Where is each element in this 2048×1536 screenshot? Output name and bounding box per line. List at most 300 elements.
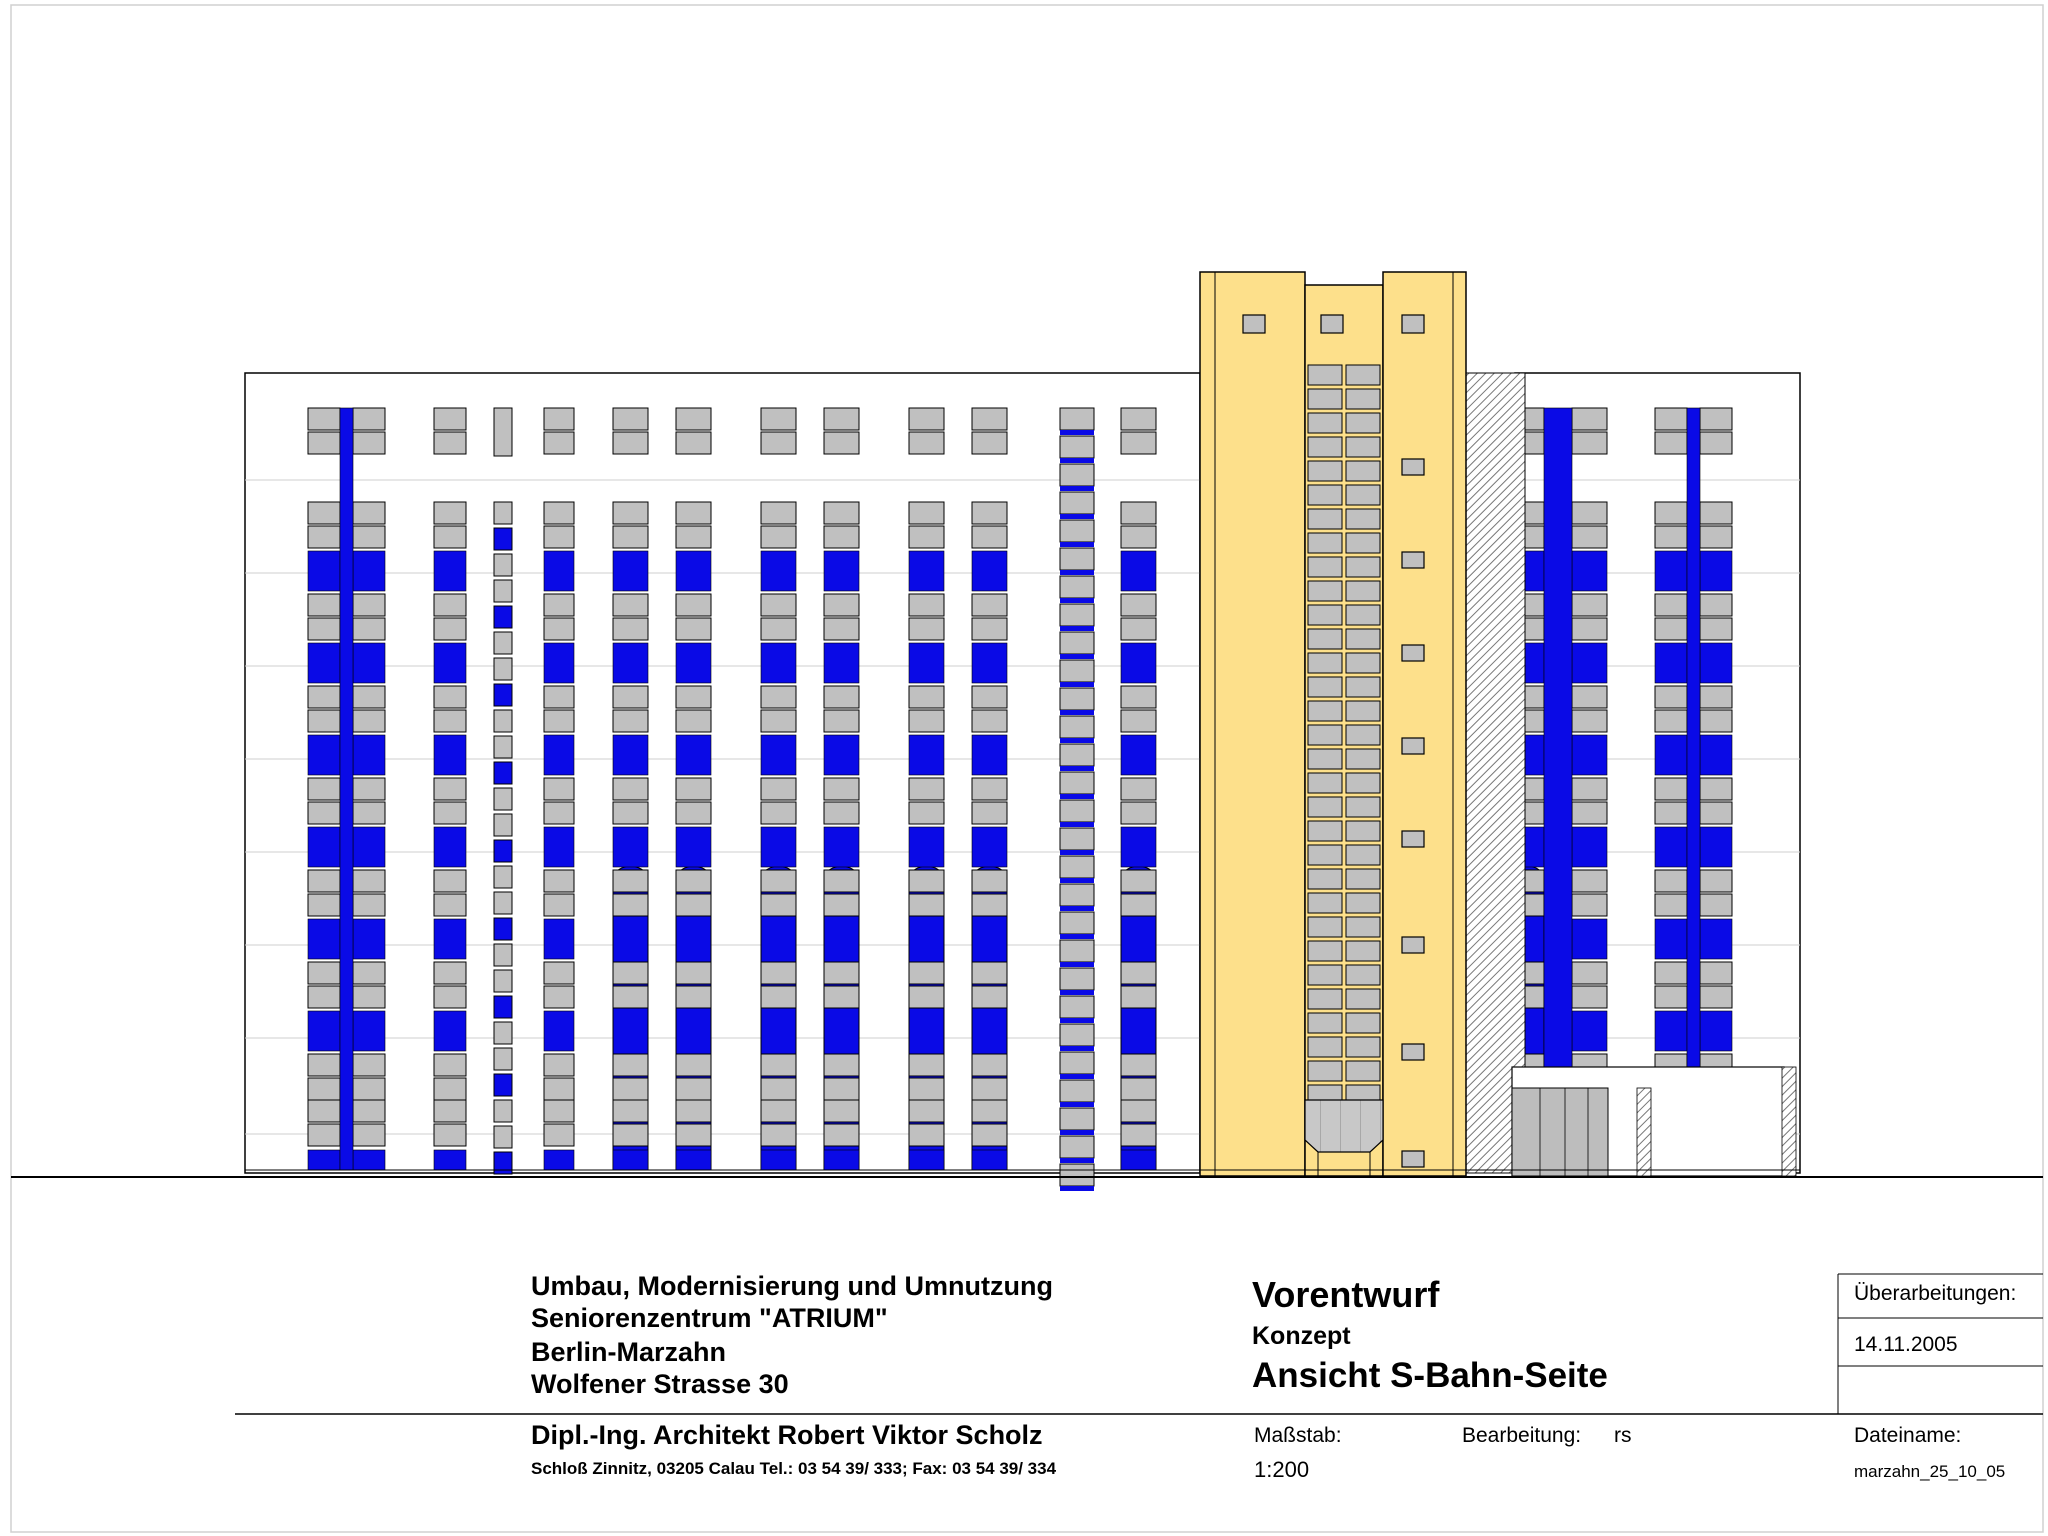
tower-small-window — [1402, 459, 1424, 475]
window — [353, 962, 385, 984]
window — [353, 618, 385, 640]
tower-window — [1346, 605, 1380, 625]
tower-window — [1346, 413, 1380, 433]
tower-window — [1308, 797, 1342, 817]
window — [824, 710, 859, 732]
window — [1060, 520, 1094, 542]
window — [972, 502, 1007, 524]
window — [824, 1124, 859, 1146]
file-label: Dateiname: — [1854, 1424, 1962, 1447]
window — [1060, 492, 1094, 514]
editor-label: Bearbeitung: — [1462, 1424, 1582, 1447]
window — [909, 432, 944, 454]
facade-column — [1572, 408, 1607, 1170]
window — [494, 1074, 512, 1096]
window — [1572, 894, 1607, 916]
blue-balcony — [761, 827, 796, 867]
window — [1060, 1164, 1094, 1186]
window — [353, 432, 385, 454]
window — [544, 408, 574, 430]
window — [1655, 986, 1687, 1008]
window — [676, 802, 711, 824]
window — [613, 986, 648, 1008]
window — [824, 408, 859, 430]
blue-band — [1060, 822, 1094, 827]
window — [494, 1048, 512, 1070]
blue-balcony — [676, 551, 711, 591]
window — [1700, 870, 1732, 892]
blue-vertical-strip — [1544, 408, 1572, 1170]
window — [613, 894, 648, 916]
window — [1700, 526, 1732, 548]
blue-balcony — [353, 643, 385, 683]
blue-balcony — [544, 643, 574, 683]
tower-window — [1346, 437, 1380, 457]
window — [1060, 744, 1094, 766]
blue-band — [1060, 1186, 1094, 1191]
tower-window — [1346, 773, 1380, 793]
hatched-wall-section — [1465, 373, 1525, 1173]
window — [544, 686, 574, 708]
blue-band — [1060, 682, 1094, 687]
blue-balcony — [1572, 643, 1607, 683]
window — [824, 502, 859, 524]
window — [1060, 1108, 1094, 1130]
tower-window — [1346, 965, 1380, 985]
window — [972, 986, 1007, 1008]
tower-window — [1308, 485, 1342, 505]
blue-balcony — [676, 643, 711, 683]
window — [308, 986, 340, 1008]
window — [1060, 436, 1094, 458]
window — [824, 1078, 859, 1100]
window — [676, 894, 711, 916]
file-value: marzahn_25_10_05 — [1854, 1462, 2006, 1481]
tower-window — [1346, 1013, 1380, 1033]
window — [1121, 710, 1156, 732]
window — [1060, 800, 1094, 822]
window — [353, 1124, 385, 1146]
window — [909, 618, 944, 640]
window — [909, 986, 944, 1008]
tower-window — [1346, 509, 1380, 529]
blue-balcony — [308, 1011, 340, 1051]
window — [494, 408, 512, 456]
facade-column — [972, 408, 1007, 1170]
blue-balcony — [1700, 551, 1732, 591]
window — [761, 408, 796, 430]
blue-balcony — [909, 735, 944, 775]
window — [824, 526, 859, 548]
window — [1121, 802, 1156, 824]
blue-balcony — [761, 643, 796, 683]
window — [1700, 618, 1732, 640]
stair-tower — [1200, 272, 1466, 1176]
architect-address: Schloß Zinnitz, 03205 Calau Tel.: 03 54 39/ 333; Fax: 03 54 39/ 334 — [531, 1459, 1057, 1478]
window — [494, 892, 512, 914]
tower-window — [1308, 653, 1342, 673]
window — [676, 962, 711, 984]
window — [1655, 778, 1687, 800]
tower-window — [1308, 629, 1342, 649]
window — [1655, 710, 1687, 732]
tower-window — [1308, 1013, 1342, 1033]
window — [308, 686, 340, 708]
window — [676, 526, 711, 548]
window — [1572, 870, 1607, 892]
blue-band — [1060, 1102, 1094, 1107]
tower-window — [1346, 533, 1380, 553]
window — [1060, 632, 1094, 654]
window — [676, 502, 711, 524]
window — [1572, 594, 1607, 616]
window — [308, 1078, 340, 1100]
window — [434, 1100, 466, 1122]
window — [494, 1126, 512, 1148]
blue-band — [1060, 542, 1094, 547]
blue-balcony — [308, 735, 340, 775]
blue-balcony — [353, 1011, 385, 1051]
window — [909, 870, 944, 892]
window — [494, 1100, 512, 1122]
window — [544, 710, 574, 732]
blue-vertical-strip — [1687, 408, 1700, 1170]
window — [1060, 968, 1094, 990]
window — [1572, 432, 1607, 454]
window — [1700, 802, 1732, 824]
facade-column — [434, 408, 466, 1170]
window — [909, 962, 944, 984]
window — [1700, 686, 1732, 708]
blue-balcony — [1121, 735, 1156, 775]
window — [676, 686, 711, 708]
window — [1572, 502, 1607, 524]
window — [909, 502, 944, 524]
window — [824, 432, 859, 454]
tower-window — [1308, 845, 1342, 865]
window — [972, 1054, 1007, 1076]
window — [494, 554, 512, 576]
blue-balcony — [544, 1011, 574, 1051]
window — [1121, 686, 1156, 708]
window — [1121, 986, 1156, 1008]
revision-date: 14.11.2005 — [1854, 1333, 1958, 1356]
blue-balcony — [676, 735, 711, 775]
window — [1060, 548, 1094, 570]
window — [1655, 432, 1687, 454]
window — [1060, 1080, 1094, 1102]
blue-band — [1060, 458, 1094, 463]
window — [494, 918, 512, 940]
tower-window — [1346, 581, 1380, 601]
window — [308, 594, 340, 616]
window — [972, 618, 1007, 640]
window — [1121, 894, 1156, 916]
blue-band — [1060, 850, 1094, 855]
tower-window — [1346, 797, 1380, 817]
window — [1655, 526, 1687, 548]
window — [824, 686, 859, 708]
blue-balcony — [1572, 827, 1607, 867]
window — [1572, 802, 1607, 824]
window — [824, 778, 859, 800]
tower-window — [1308, 869, 1342, 889]
blue-balcony — [824, 735, 859, 775]
blue-balcony — [353, 827, 385, 867]
window — [544, 962, 574, 984]
entrance-annex — [1512, 1067, 1796, 1176]
window — [1060, 1052, 1094, 1074]
window — [494, 528, 512, 550]
window — [434, 408, 466, 430]
window — [434, 894, 466, 916]
blue-balcony — [353, 1150, 385, 1170]
window — [613, 870, 648, 892]
window — [613, 686, 648, 708]
window — [1060, 1024, 1094, 1046]
blue-balcony — [434, 1011, 466, 1051]
tower-small-window — [1402, 645, 1424, 661]
blue-balcony — [1700, 1011, 1732, 1051]
tower-window — [1308, 965, 1342, 985]
tower-window — [1346, 893, 1380, 913]
narrow-window-strip — [494, 408, 512, 1174]
window — [1655, 618, 1687, 640]
window — [676, 408, 711, 430]
project-line-3: Berlin-Marzahn — [531, 1337, 727, 1367]
blue-band — [1060, 1074, 1094, 1079]
window — [544, 778, 574, 800]
window — [1572, 710, 1607, 732]
window — [909, 778, 944, 800]
window — [824, 962, 859, 984]
blue-balcony — [972, 827, 1007, 867]
window — [1655, 594, 1687, 616]
window — [494, 684, 512, 706]
window — [1060, 772, 1094, 794]
blue-band — [1060, 710, 1094, 715]
blue-balcony — [353, 919, 385, 959]
window — [1060, 716, 1094, 738]
tower-window — [1346, 1061, 1380, 1081]
window — [1121, 1078, 1156, 1100]
blue-balcony — [544, 919, 574, 959]
tower-window — [1346, 941, 1380, 961]
window — [613, 778, 648, 800]
window — [824, 802, 859, 824]
window — [613, 1078, 648, 1100]
window — [1060, 604, 1094, 626]
blue-band — [1060, 934, 1094, 939]
tower-window — [1346, 845, 1380, 865]
window — [824, 894, 859, 916]
tower-window — [1346, 989, 1380, 1009]
window — [1700, 962, 1732, 984]
window — [353, 502, 385, 524]
window — [1121, 408, 1156, 430]
window — [909, 408, 944, 430]
window — [494, 1152, 512, 1174]
window — [1572, 526, 1607, 548]
facade-column — [1655, 408, 1687, 1170]
window — [353, 986, 385, 1008]
window — [972, 1078, 1007, 1100]
window — [1060, 688, 1094, 710]
facade-column — [353, 408, 385, 1170]
window — [434, 870, 466, 892]
blue-balcony — [824, 1150, 859, 1170]
blue-balcony — [1572, 919, 1607, 959]
tower-window — [1346, 557, 1380, 577]
window — [308, 1100, 340, 1122]
window — [1060, 408, 1094, 430]
blue-balcony — [1655, 1011, 1687, 1051]
blue-band — [1060, 654, 1094, 659]
blue-balcony — [308, 1150, 340, 1170]
window — [494, 762, 512, 784]
window — [909, 802, 944, 824]
window — [1060, 464, 1094, 486]
window — [613, 526, 648, 548]
window — [1060, 576, 1094, 598]
window — [494, 840, 512, 862]
window — [1700, 710, 1732, 732]
blue-balcony — [1655, 919, 1687, 959]
tower-small-window — [1402, 738, 1424, 754]
project-line-1: Umbau, Modernisierung und Umnutzung — [531, 1271, 1053, 1301]
window — [1121, 962, 1156, 984]
tower-window — [1308, 461, 1342, 481]
window — [544, 802, 574, 824]
tower-window — [1308, 917, 1342, 937]
blue-balcony — [761, 1150, 796, 1170]
window — [972, 526, 1007, 548]
window — [1700, 986, 1732, 1008]
window — [494, 502, 512, 524]
window — [1655, 802, 1687, 824]
window — [1700, 778, 1732, 800]
window — [909, 710, 944, 732]
window — [434, 594, 466, 616]
window — [676, 618, 711, 640]
blue-band — [1060, 1158, 1094, 1163]
window — [1060, 996, 1094, 1018]
window — [972, 778, 1007, 800]
blue-band — [1060, 794, 1094, 799]
window — [1121, 432, 1156, 454]
window — [761, 686, 796, 708]
window — [544, 870, 574, 892]
blue-balcony — [972, 551, 1007, 591]
window — [1700, 432, 1732, 454]
window — [1572, 778, 1607, 800]
tower-window — [1308, 533, 1342, 553]
blue-band — [1060, 990, 1094, 995]
window — [308, 710, 340, 732]
window — [308, 526, 340, 548]
blue-balcony — [1700, 827, 1732, 867]
blue-balcony — [613, 1150, 648, 1170]
plan-phase: Vorentwurf — [1252, 1274, 1440, 1315]
window — [761, 502, 796, 524]
blue-balcony — [909, 551, 944, 591]
blue-balcony — [434, 1150, 466, 1170]
blue-balcony — [1121, 643, 1156, 683]
tower-window — [1346, 869, 1380, 889]
window — [909, 1124, 944, 1146]
window — [1572, 686, 1607, 708]
tower-window — [1308, 1061, 1342, 1081]
window — [494, 658, 512, 680]
window — [761, 594, 796, 616]
blue-balcony — [613, 551, 648, 591]
window — [1655, 870, 1687, 892]
blue-balcony — [1655, 643, 1687, 683]
window — [676, 1054, 711, 1076]
window — [676, 1100, 711, 1122]
window — [1121, 1124, 1156, 1146]
window — [494, 814, 512, 836]
tower-small-window — [1321, 315, 1343, 333]
scale-value: 1:200 — [1254, 1457, 1310, 1482]
window — [308, 870, 340, 892]
window — [824, 870, 859, 892]
tower-window — [1308, 605, 1342, 625]
blue-balcony — [544, 1150, 574, 1170]
blue-balcony — [824, 827, 859, 867]
window — [613, 502, 648, 524]
window — [544, 894, 574, 916]
title-block-frame — [235, 1274, 2043, 1414]
tower-window — [1346, 1037, 1380, 1057]
blue-band — [1060, 1018, 1094, 1023]
window — [613, 802, 648, 824]
tower-window — [1346, 677, 1380, 697]
window — [909, 594, 944, 616]
window — [1121, 870, 1156, 892]
window — [761, 710, 796, 732]
blue-balcony — [676, 1150, 711, 1170]
window — [434, 1124, 466, 1146]
blue-band — [1060, 430, 1094, 435]
window — [761, 1100, 796, 1122]
window — [353, 870, 385, 892]
tower-window — [1346, 749, 1380, 769]
window — [761, 894, 796, 916]
tower-small-window — [1402, 831, 1424, 847]
window — [972, 1124, 1007, 1146]
blue-balcony — [353, 551, 385, 591]
window — [1655, 408, 1687, 430]
window — [1121, 502, 1156, 524]
window — [972, 686, 1007, 708]
window — [613, 710, 648, 732]
window — [761, 802, 796, 824]
window — [1655, 686, 1687, 708]
window — [353, 686, 385, 708]
window — [676, 1124, 711, 1146]
facade-column — [613, 408, 648, 1170]
window — [494, 736, 512, 758]
blue-balcony — [308, 827, 340, 867]
window — [824, 1054, 859, 1076]
window — [909, 1054, 944, 1076]
window — [676, 870, 711, 892]
blue-band — [1060, 514, 1094, 519]
blue-balcony — [909, 827, 944, 867]
window — [613, 594, 648, 616]
tower-window — [1308, 677, 1342, 697]
